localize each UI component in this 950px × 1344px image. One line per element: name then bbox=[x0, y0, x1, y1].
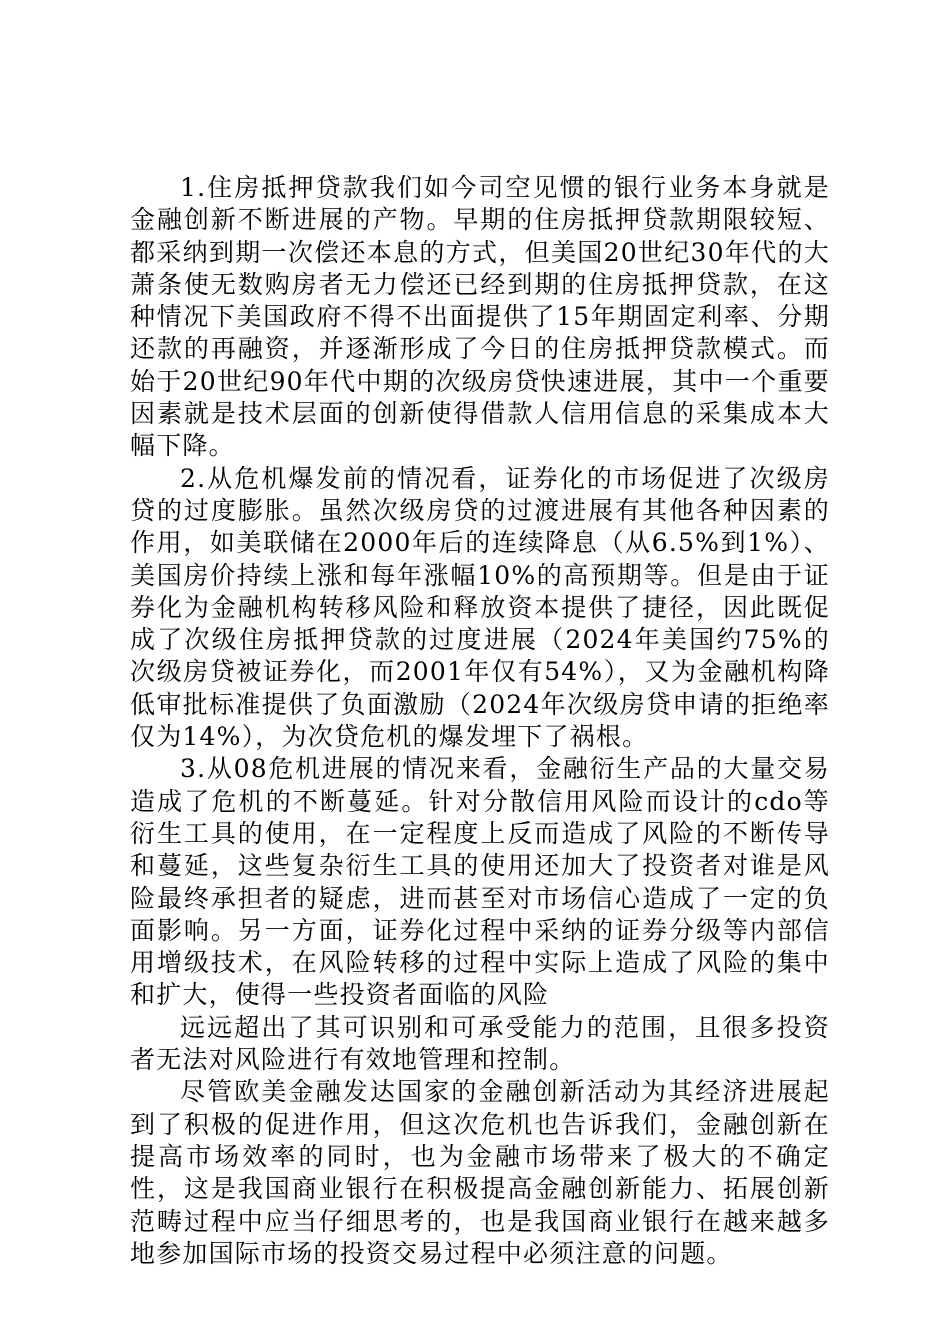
paragraph-2: 2.从危机爆发前的情况看，证券化的市场促进了次级房贷的过度膨胀。虽然次级房贷的过渡进展有其他各种因素的作用，如美联储在2000年后的连续降息（从6.5%到1%）、美国房价持续上涨和每年涨幅10%的高预期等。但是由于证券化为金融机构转移风险和释放资本提供了捷径，因此既促成了次级住房抵押贷款的过度进展（2024年美国约75%的次级房贷被证券化，而2001年仅有54%），又为金融机构降低审批标准提供了负面激励（2024年次级房贷申请的拒绝率仅为14%），为次贷危机的爆发埋下了祸根。 bbox=[130, 463, 830, 752]
paragraph-3: 3.从08危机进展的情况来看，金融衍生产品的大量交易造成了危机的不断蔓延。针对分散信用风险而设计的cdo等衍生工具的使用，在一定程度上反而造成了风险的不断传导和蔓延，这些复杂衍生工具的使用还加大了投资者对谁是风险最终承担者的疑虑，进而甚至对市场信心造成了一定的负面影响。另一方面，证券化过程中采纳的证券分级等内部信用增级技术，在风险转移的过程中实际上造成了风险的集中和扩大，使得一些投资者面临的风险 bbox=[130, 754, 830, 1010]
paragraph-5: 尽管欧美金融发达国家的金融创新活动为其经济进展起到了积极的促进作用，但这次危机也告诉我们，金融创新在提高市场效率的同时，也为金融市场带来了极大的不确定性，这是我国商业银行在积极提高金融创新能力、拓展创新范畴过程中应当仔细思考的，也是我国商业银行在越来越多地参加国际市场的投资交易过程中必须注意的问题。 bbox=[130, 1077, 830, 1268]
paragraph-4: 远远超出了其可识别和可承受能力的范围，且很多投资者无法对风险进行有效地管理和控制。 bbox=[130, 1012, 830, 1075]
document-body bbox=[130, 172, 830, 1270]
paragraph-1: 1.住房抵押贷款我们如今司空见惯的银行业务本身就是金融创新不断进展的产物。早期的住房抵押贷款期限较短、都采纳到期一次偿还本息的方式，但美国20世纪30年代的大萧条使无数购房者无力偿还已经到期的住房抵押贷款，在这种情况下美国政府不得不出面提供了15年期固定利率、分期还款的再融资，并逐渐形成了今日的住房抵押贷款模式。而始于20世纪90年代中期的次级房贷快速进展，其中一个重要因素就是技术层面的创新使得借款人信用信息的采集成本大幅下降。 bbox=[130, 173, 830, 461]
